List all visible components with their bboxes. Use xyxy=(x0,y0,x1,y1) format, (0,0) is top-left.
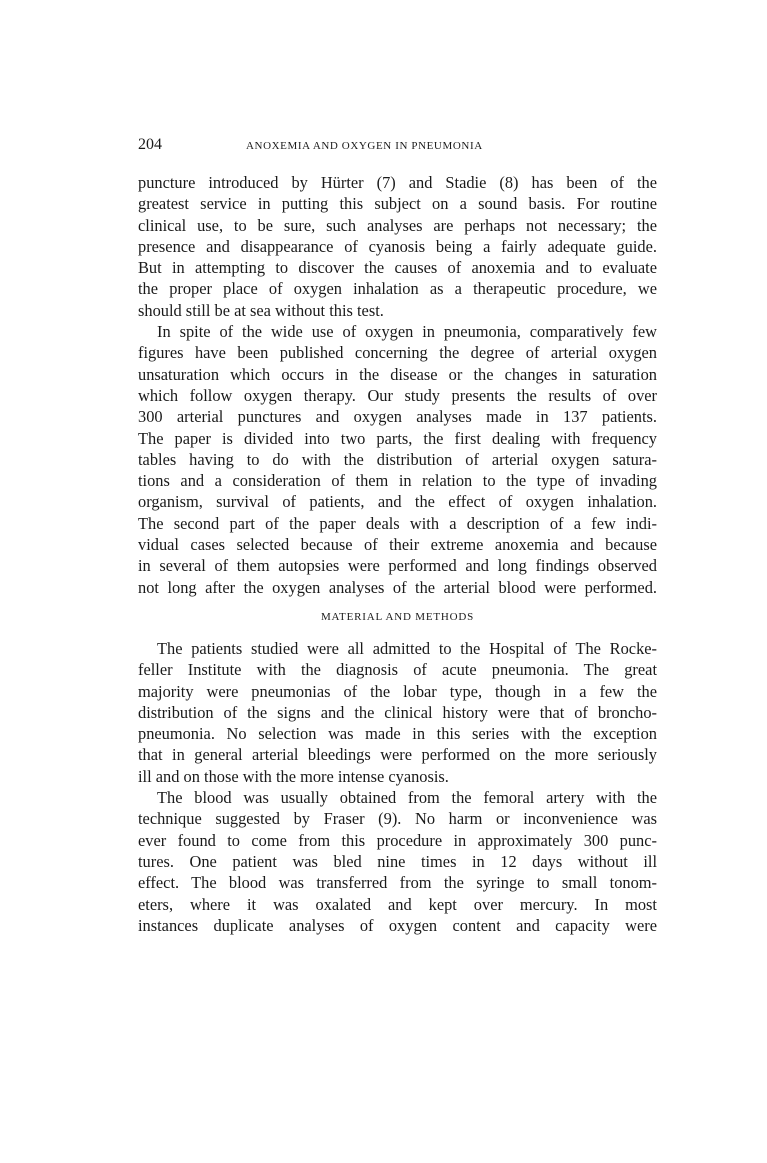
text-line: The blood was usually obtained from the femoral artery with the xyxy=(157,788,657,808)
paragraph-2 xyxy=(138,321,657,598)
text-line: puncture introduced by Hürter (7) and Stadie (8) has been of the xyxy=(138,173,657,192)
text-line: majority were pneumonias of the lobar type, though in a few the xyxy=(138,681,657,701)
text-line: tures. One patient was bled nine times in 12 days without ill xyxy=(138,851,657,871)
text-line: greatest service in putting this subject on a sound basis. For routine xyxy=(138,194,657,214)
paragraph-4 xyxy=(138,787,657,936)
text-line: The paper is divided into two parts, the first dealing with frequency xyxy=(138,428,657,448)
text-line: presence and disappearance of cyanosis being a fairly adequate guide. xyxy=(138,236,657,256)
text-line: vidual cases selected because of their extreme anoxemia and because xyxy=(138,535,657,555)
text-line: But in attempting to discover the causes of anoxemia and to evaluate xyxy=(138,258,657,278)
text-line: not long after the oxygen analyses of the arterial blood were performed. xyxy=(138,577,657,597)
text-line: In spite of the wide use of oxygen in pneumonia, comparatively few xyxy=(157,322,657,342)
text-line: which follow oxygen therapy. Our study presents the results of over xyxy=(138,385,657,405)
text-line: The patients studied were all admitted to the Hospital of The Rocke- xyxy=(157,638,657,658)
text-line: should still be at sea without this test. xyxy=(138,300,384,320)
text-line: effect. The blood was transferred from the syringe to small tonom- xyxy=(138,873,657,893)
text-line: distribution of the signs and the clinical history were that of broncho- xyxy=(138,702,657,722)
text-line: pneumonia. No selection was made in this series with the exception xyxy=(138,724,657,744)
running-title: ANOXEMIA AND OXYGEN IN PNEUMONIA xyxy=(246,140,483,152)
text-line: tions and a consideration of them in relation to the type of invading xyxy=(138,471,657,491)
running-head xyxy=(138,136,658,154)
text-line: that in general arterial bleedings were performed on the more seriously xyxy=(138,745,657,765)
text-line: clinical use, to be sure, such analyses are perhaps not necessary; the xyxy=(138,215,657,235)
text-line: the proper place of oxygen inhalation as a therapeutic procedure, we xyxy=(138,279,657,299)
section-heading: MATERIAL AND METHODS xyxy=(320,610,475,623)
text-line: 300 arterial punctures and oxygen analyses made in 137 patients. xyxy=(138,407,657,427)
text-line: The second part of the paper deals with a description of a few indi- xyxy=(138,513,657,533)
text-line: eters, where it was oxalated and kept over mercury. In most xyxy=(138,894,657,914)
text-line: in several of them autopsies were performed and long findings observed xyxy=(138,556,657,576)
text-line: feller Institute with the diagnosis of acute pneumonia. The great xyxy=(138,660,657,680)
body-text xyxy=(138,172,657,936)
paragraph-1 xyxy=(138,172,657,321)
text-line: tables having to do with the distribution of arterial oxygen satura- xyxy=(138,449,657,469)
paragraph-3 xyxy=(138,638,657,787)
text-line: instances duplicate analyses of oxygen content and capacity were xyxy=(138,915,657,935)
text-line: unsaturation which occurs in the disease or the changes in saturation xyxy=(138,364,657,384)
text-line: organism, survival of patients, and the effect of oxygen inhalation. xyxy=(138,492,657,512)
text-line: ill and on those with the more intense cyanosis. xyxy=(138,766,449,786)
text-line: figures have been published concerning the degree of arterial oxygen xyxy=(138,343,657,363)
text-line: ever found to come from this procedure in approximately 300 punc- xyxy=(138,830,657,850)
page-number: 204 xyxy=(138,136,162,153)
text-line: technique suggested by Fraser (9). No harm or inconvenience was xyxy=(138,809,657,829)
